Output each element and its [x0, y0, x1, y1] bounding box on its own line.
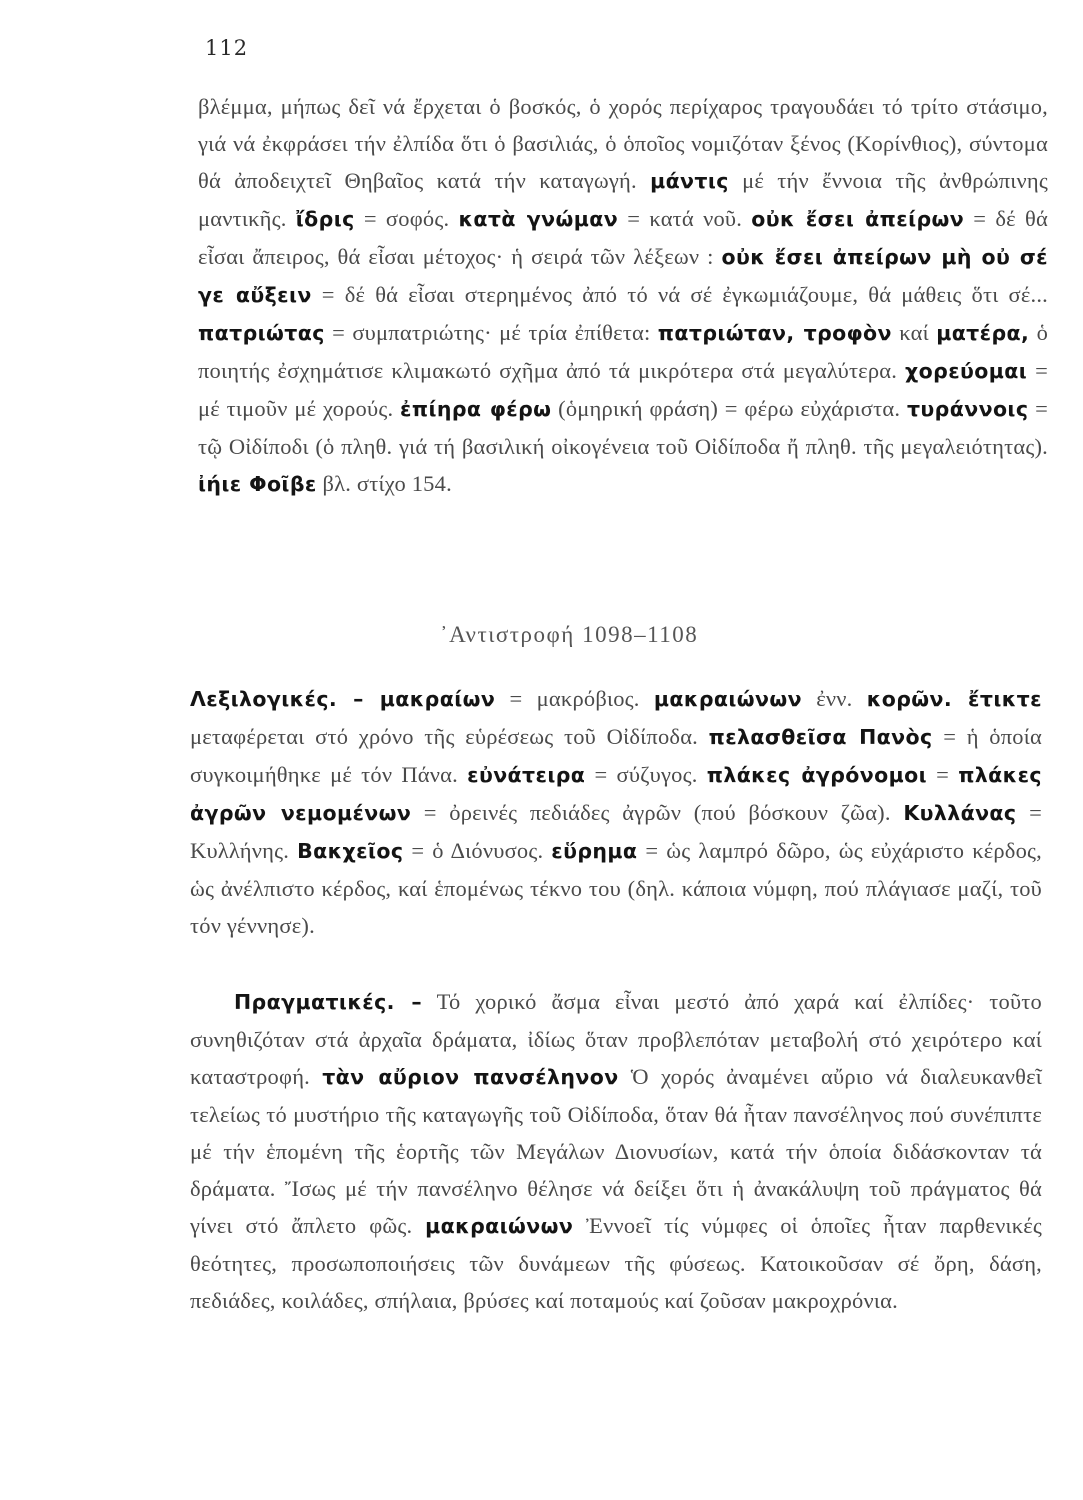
- lemma-term: Βακχεῖος: [297, 839, 404, 863]
- factual-notes-paragraph: [190, 983, 1042, 1319]
- commentary-text: =: [926, 762, 959, 787]
- lemma-term: τυράννοις: [906, 397, 1029, 421]
- lemma-term: Κυλλάνας: [903, 801, 1017, 825]
- commentary-text: Τό χορικό ἄσμα εἶναι μεστό ἀπό χαρά καί ἐλπίδες· τοῦτο συνηθιζόταν στά ἀρχαῖα δράματα, ἰδίως ὅταν προβλεπόταν μεταβολή στό χειρότερο καί καταστροφή.: [190, 989, 1042, 1089]
- commentary-text: = μέ τιμοῦν μέ χορούς.: [198, 358, 1048, 421]
- commentary-text: μεταφέρεται στό χρόνο τῆς εὑρέσεως τοῦ Οἰδίποδα.: [190, 724, 709, 749]
- commentary-text: (ὁμηρική φράση) = φέρω εὐχάριστα.: [551, 396, 907, 421]
- lemma-term: πλάκες ἀγρόνομοι: [706, 763, 927, 787]
- commentary-text: καί: [891, 320, 937, 345]
- lemma-term: ματέρα,: [936, 321, 1030, 345]
- lemma-term: πελασθεῖσα Πανὸς: [708, 725, 933, 749]
- lemma-term: κορῶν. ἔτικτε: [866, 687, 1042, 711]
- commentary-text: = τῷ Οἰδίποδι (ὁ πληθ. γιά τή βασιλική οἰκογένεια τοῦ Οἰδίποδα ἤ πληθ. τῆς μεγαλειότητας).: [198, 396, 1049, 459]
- commentary-text: = ὀρεινές πεδιάδες ἀγρῶν (πού βόσκουν ζῶα).: [411, 800, 904, 825]
- commentary-text: = σοφός.: [354, 206, 459, 231]
- lemma-term: οὐκ ἔσει ἀπείρων μὴ οὐ σέ γε αὔξειν: [198, 245, 1048, 307]
- lemma-term: Λεξιλογικές. – μακραίων: [190, 687, 496, 711]
- commentary-text: = κατά νοῦ.: [618, 206, 752, 231]
- commentary-text: = σύζυγος.: [585, 762, 707, 787]
- lemma-term: χορεύομαι: [905, 359, 1028, 383]
- lemma-term: εὐνάτειρα: [467, 763, 586, 787]
- commentary-text: Ὁ χορός ἀναμένει αὔριο νά διαλευκανθεῖ τελείως τό μυστήριο τῆς καταγωγῆς τοῦ Οἰδίποδα, ὅταν θά ἦταν πανσέληνος πού συνέπιπτε μέ τήν ἑπομένη τῆς ἑορτῆς τῶν Μεγάλων Διονυσίων, κατά τήν ὁποία διδάσκονταν τά δράματα. Ἴσως μέ τήν πανσέληνο θέλησε νά δείξει ὅτι ἡ ἀνακάλυψη τοῦ πράγματος θά γίνει στό ἄπλετο φῶς.: [190, 1064, 1042, 1238]
- commentary-text: = δέ θά εἶσαι ἄπειρος, θά εἶσαι μέτοχος· ἡ σειρά τῶν λέξεων :: [198, 206, 1048, 269]
- lemma-term: ἴδρις: [295, 207, 355, 231]
- commentary-text: = δέ θά εἶσαι στερημένος ἀπό τό νά σέ ἐγκωμιάζουμε, θά μάθεις ὅτι σέ...: [311, 282, 1048, 307]
- commentary-text: ὁ ποιητής ἐσχημάτισε κλιμακωτό σχῆμα ἀπό τά μικρότερα στά μεγαλύτερα.: [198, 320, 1049, 383]
- commentary-text: ἐνν.: [801, 686, 867, 711]
- commentary-text: μέ τήν ἔννοια τῆς ἀνθρώπινης μαντικῆς.: [198, 168, 1048, 231]
- commentary-text: Ἐννοεῖ τίς νύμφες οἱ ὁποῖες ἦταν παρθενικές θεότητες, προσωποποιήσεις τῶν δυνάμεων τῆς φύσεως. Κατοικοῦσαν σέ ὄρη, δάση, πεδιάδες, κοιλάδες, σπήλαια, βρύσες καί ποταμούς καί ζοῦσαν μακροχρόνια.: [190, 1213, 1042, 1313]
- commentary-text: = μακρόβιος.: [495, 686, 654, 711]
- commentary-text: βλ. στίχο 154.: [316, 471, 452, 496]
- commentary-text: = ὁ Διόνυσος.: [403, 838, 552, 863]
- commentary-text: = ἡ ὁποία συγκοιμήθηκε μέ τόν Πάνα.: [190, 724, 1042, 787]
- commentary-text: = συμπατριώτης· μέ τρία ἐπίθετα:: [324, 320, 658, 345]
- lemma-term: πλάκες ἀγρῶν νεμομένων: [190, 763, 1042, 825]
- lexical-notes-paragraph: [190, 680, 1042, 944]
- lemma-term: Πραγματικές. –: [234, 990, 423, 1014]
- lemma-term: ἰήιε Φοῖβε: [198, 472, 317, 496]
- lemma-term: ἐπίηρα φέρω: [400, 397, 552, 421]
- lemma-term: πατριώτας: [198, 321, 325, 345]
- lemma-term: κατὰ γνώμαν: [458, 207, 619, 231]
- lemma-term: πατριώταν, τροφὸν: [657, 321, 892, 345]
- commentary-paragraph: [198, 88, 1048, 503]
- page-number: 112: [205, 36, 249, 60]
- lemma-term: μακραιώνων: [425, 1214, 574, 1238]
- lemma-term: τὰν αὔριον πανσέληνον: [322, 1065, 619, 1089]
- lemma-term: μάντις: [650, 169, 729, 193]
- commentary-text: = Κυλλήνης.: [190, 800, 1042, 863]
- commentary-text: βλέμμα, μήπως δεῖ νά ἔρχεται ὁ βοσκός, ὁ χορός περίχαρος τραγουδάει τό τρίτο στάσιμο, γιά νά ἐκφράσει τήν ἐλπίδα ὅτι ὁ βασιλιάς, ὁ ὁποῖος νομιζόταν ξένος (Κορίνθιος), σύντομα θά ἀποδειχτεῖ Θηβαῖος κατά τήν καταγωγή.: [198, 94, 1048, 193]
- lemma-term: μακραιώνων: [653, 687, 802, 711]
- section-title: ᾿Αντιστροφή 1098–1108: [440, 622, 699, 647]
- lemma-term: οὐκ ἔσει ἀπείρων: [751, 207, 965, 231]
- lemma-term: εὕρημα: [551, 839, 638, 863]
- commentary-text: = ὡς λαμπρό δῶρο, ὡς εὐχάριστο κέρδος, ὡς ἀνέλπιστο κέρδος, καί ἑπομένως τέκνο του (δηλ. κάποια νύμφη, πού πλάγιασε μαζί, τοῦ τόν γέννησε).: [190, 838, 1042, 938]
